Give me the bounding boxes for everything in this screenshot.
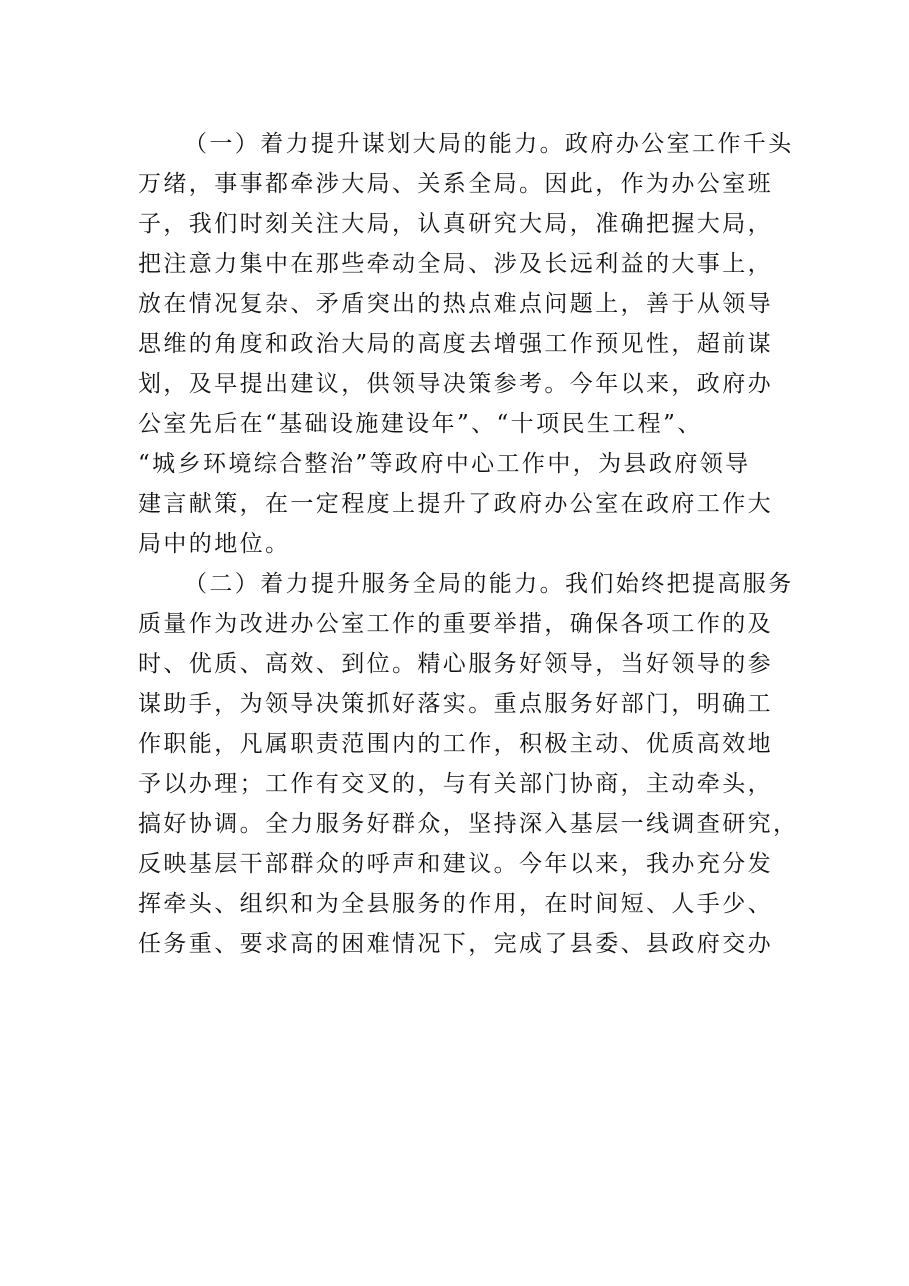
paragraph-line: 挥牵头、组织和为全县服务的作用，在时间短、人手少、: [138, 891, 773, 917]
paragraph-line: 放在情况复杂、矛盾突出的热点难点问题上，善于从领导: [138, 291, 773, 317]
document-body: [138, 124, 799, 964]
paragraph-line: “城乡环境综合整治”等政府中心工作中，为县政府领导: [138, 451, 751, 477]
paragraph-1: [138, 124, 794, 564]
paragraph-2: [138, 564, 799, 964]
paragraph-line: 划，及早提出建议，供领导决策参考。今年以来，政府办: [138, 371, 773, 397]
paragraph-line: （二）着力提升服务全局的能力。我们始终把提高服务: [184, 571, 794, 597]
paragraph-line: 搞好协调。全力服务好群众，坚持深入基层一线调查研究，: [138, 811, 799, 837]
paragraph-line: 谋助手，为领导决策抓好落实。重点服务好部门，明确工: [138, 691, 773, 717]
paragraph-line: 子，我们时刻关注大局，认真研究大局，准确把握大局，: [138, 211, 773, 237]
paragraph-line: 思维的角度和政治大局的高度去增强工作预见性，超前谋: [138, 331, 773, 357]
paragraph-line: 任务重、要求高的困难情况下，完成了县委、县政府交办: [138, 931, 773, 957]
paragraph-line: 把注意力集中在那些牵动全局、涉及长远利益的大事上，: [138, 251, 773, 277]
paragraph-line: 建言献策，在一定程度上提升了政府办公室在政府工作大: [138, 491, 773, 517]
paragraph-line: （一）着力提升谋划大局的能力。政府办公室工作千头: [184, 131, 794, 157]
paragraph-line: 万绪，事事都牵涉大局、关系全局。因此，作为办公室班: [138, 171, 773, 197]
paragraph-line: 反映基层干部群众的呼声和建议。今年以来，我办充分发: [138, 851, 773, 877]
paragraph-line: 局中的地位。: [138, 531, 291, 557]
paragraph-line: 质量作为改进办公室工作的重要举措，确保各项工作的及: [138, 611, 773, 637]
paragraph-line: 予以办理；工作有交叉的，与有关部门协商，主动牵头，: [138, 771, 773, 797]
paragraph-line: 时、优质、高效、到位。精心服务好领导，当好领导的参: [138, 651, 773, 677]
paragraph-line: 公室先后在“基础设施建设年”、“十项民生工程”、: [138, 411, 703, 437]
paragraph-line: 作职能，凡属职责范围内的工作，积极主动、优质高效地: [138, 731, 773, 757]
